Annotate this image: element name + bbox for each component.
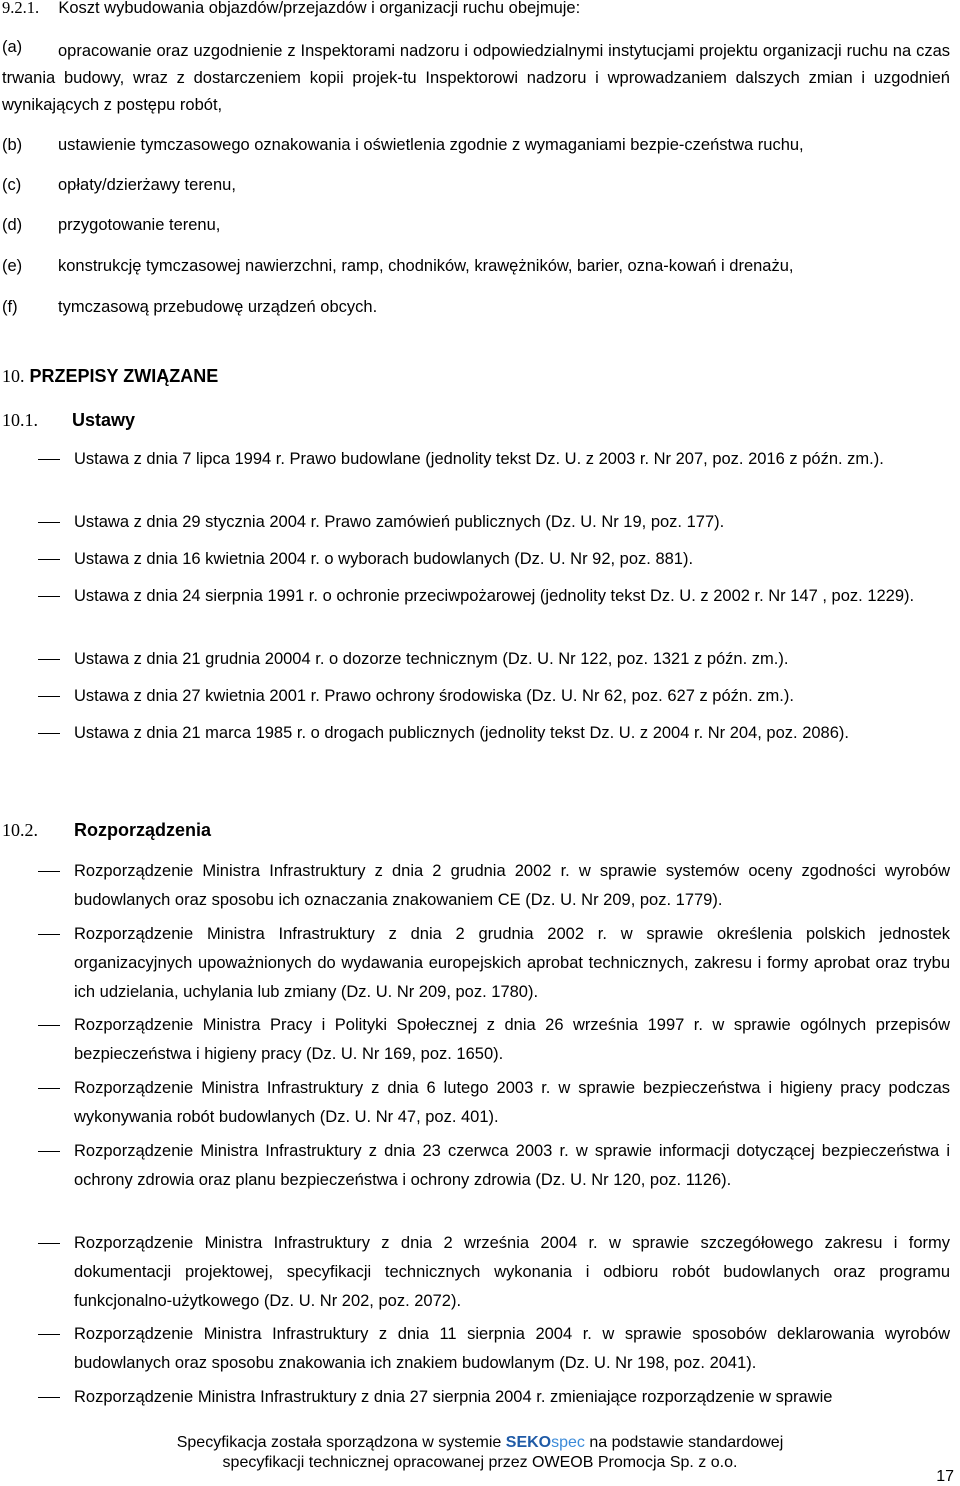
brand-seko: SEKO [505,1434,552,1451]
item-text-b: ustawienie tymczasowego oznakowania i oświetlenia zgodnie z wymaganiami bezpie-czeństwa ruchu, [58,136,804,154]
list-dash [38,1397,60,1398]
section-number: 9.2.1. [2,0,40,17]
rozporzadzenia-number: 10.2. [2,820,38,840]
ustawa-entry: Ustawa z dnia 29 stycznia 2004 r. Prawo zamówień publicznych (Dz. U. Nr 19, poz. 177). [74,513,725,531]
item-label-b: (b) [2,136,23,154]
section-heading [2,0,580,22]
list-dash [38,1151,60,1152]
list-dash [38,1243,60,1244]
list-dash [38,1088,60,1089]
footer-text-after: na podstawie standardowej [584,1434,784,1451]
list-dash [38,733,60,734]
footer-line-2: specyfikacji technicznej opracowanej przez OWEOB Promocja Sp. z o.o. [222,1454,738,1471]
rozporzadzenie-entry: Rozporządzenie Ministra Infrastruktury z dnia 2 grudnia 2002 r. w sprawie systemów oceny zgodności wyrobów budowlanych oraz sposobu ich oznaczania znakowaniem CE (Dz. U. Nr 209, poz. 1779). [74,862,950,909]
rozporzadzenia-heading [2,820,211,841]
rozporzadzenie-entry: Rozporządzenie Ministra Pracy i Polityki Społecznej z dnia 26 września 1997 r. w sprawie ogólnych przepisów bezpieczeństwa i higieny pracy (Dz. U. Nr 169, poz. 1650). [74,1016,950,1063]
chapter-title: PRZEPISY ZWIĄZANE [29,366,219,386]
list-dash [38,559,60,560]
list-dash [38,1025,60,1026]
rozporzadzenie-entry: Rozporządzenie Ministra Infrastruktury z dnia 27 sierpnia 2004 r. zmieniające rozporządzenie w sprawie [74,1388,833,1406]
item-text-d: przygotowanie terenu, [58,216,221,234]
rozporzadzenie-entry: Rozporządzenie Ministra Infrastruktury z dnia 2 grudnia 2002 r. w sprawie określenia polskich jednostek organizacyjnych upoważnionych do wydawania europejskich aprobat technicznych, zakresu i formy aprobat oraz trybu ich udzielania, uchylania lub zmiany (Dz. U. Nr 209, poz. 1780). [74,925,950,1001]
ustawa-entry: Ustawa z dnia 24 sierpnia 1991 r. o ochronie przeciwpożarowej (jednolity tekst Dz. U. z 2002 r. Nr 147 , poz. 1229). [74,587,915,605]
ustawa-entry: Ustawa z dnia 27 kwietnia 2001 r. Prawo ochrony środowiska (Dz. U. Nr 62, poz. 627 z późn. zm.). [74,687,794,705]
brand-spec: spec [551,1434,585,1451]
rozporzadzenie-entry: Rozporządzenie Ministra Infrastruktury z dnia 6 lutego 2003 r. w sprawie bezpieczeństwa i higieny pracy podczas wykonywania robót budowlanych (Dz. U. Nr 47, poz. 401). [74,1079,950,1126]
chapter-heading [2,366,218,387]
page-number: 17 [936,1468,954,1485]
list-dash [38,696,60,697]
chapter-number: 10. [2,366,25,386]
footer-text-before: Specyfikacja została sporządzona w systemie [176,1434,506,1451]
rozporzadzenie-entry: Rozporządzenie Ministra Infrastruktury z dnia 23 czerwca 2003 r. w sprawie informacji dotyczącej bezpieczeństwa i ochrony zdrowia oraz planu bezpieczeństwa i ochrony zdrowia (Dz. U. Nr 120, poz. 1126). [74,1142,950,1189]
item-label-f: (f) [2,298,18,316]
list-dash [38,1334,60,1335]
list-dash [38,459,60,460]
item-label-c: (c) [2,176,22,194]
ustawa-entry: Ustawa z dnia 21 marca 1985 r. o drogach publicznych (jednolity tekst Dz. U. z 2004 r. Nr 204, poz. 2086). [74,724,849,742]
item-text-c: opłaty/dzierżawy terenu, [58,176,236,194]
rozporzadzenie-entry: Rozporządzenie Ministra Infrastruktury z dnia 11 sierpnia 2004 r. w sprawie sposobów deklarowania wyrobów budowlanych oraz sposobu znakowania ich znakiem budowlanym (Dz. U. Nr 198, poz. 2041). [74,1325,950,1372]
ustawa-entry: Ustawa z dnia 16 kwietnia 2004 r. o wyborach budowlanych (Dz. U. Nr 92, poz. 881). [74,550,694,568]
ustawy-number: 10.1. [2,410,38,430]
item-label-e: (e) [2,257,23,275]
list-dash [38,871,60,872]
list-dash [38,596,60,597]
item-label-a: (a) [2,38,23,56]
rozporzadzenie-entry: Rozporządzenie Ministra Infrastruktury z dnia 2 września 2004 r. w sprawie szczegółowego zakresu i formy dokumentacji projektowej, specyfikacji technicznych wykonania i odbioru robót budowlanych oraz programu funkcjonalno-użytkowego (Dz. U. Nr 202, poz. 2072). [74,1234,950,1310]
item-text-e: konstrukcję tymczasowej nawierzchni, ramp, chodników, krawężników, barier, ozna-kowań i drenażu, [58,257,794,275]
ustawy-heading [2,410,135,431]
list-dash [38,934,60,935]
list-dash [38,659,60,660]
rozporzadzenia-title: Rozporządzenia [74,820,212,840]
ustawy-title: Ustawy [72,410,136,430]
section-title: Koszt wybudowania objazdów/przejazdów i organizacji ruchu obejmuje: [58,0,581,17]
item-text-f: tymczasową przebudowę urządzeń obcych. [58,298,378,316]
footer-line-1 [0,1433,960,1452]
item-text-a: opracowanie oraz uzgodnienie z Inspektorami nadzoru i odpowiedzialnymi instytucjami projektu organizacji ruchu na czas trwania budowy, wraz z dostarczeniem kopii projek-tu Inspektorowi nadzoru i wprowadzaniem dalszych zmian i uzgodnień wynikających z postępu robót, [2,42,950,114]
ustawa-entry: Ustawa z dnia 21 grudnia 20004 r. o dozorze technicznym (Dz. U. Nr 122, poz. 1321 z późn. zm.). [74,650,789,668]
list-dash [38,522,60,523]
ustawa-entry: Ustawa z dnia 7 lipca 1994 r. Prawo budowlane (jednolity tekst Dz. U. z 2003 r. Nr 207, poz. 2016 z późn. zm.). [74,450,884,468]
item-label-d: (d) [2,216,23,234]
